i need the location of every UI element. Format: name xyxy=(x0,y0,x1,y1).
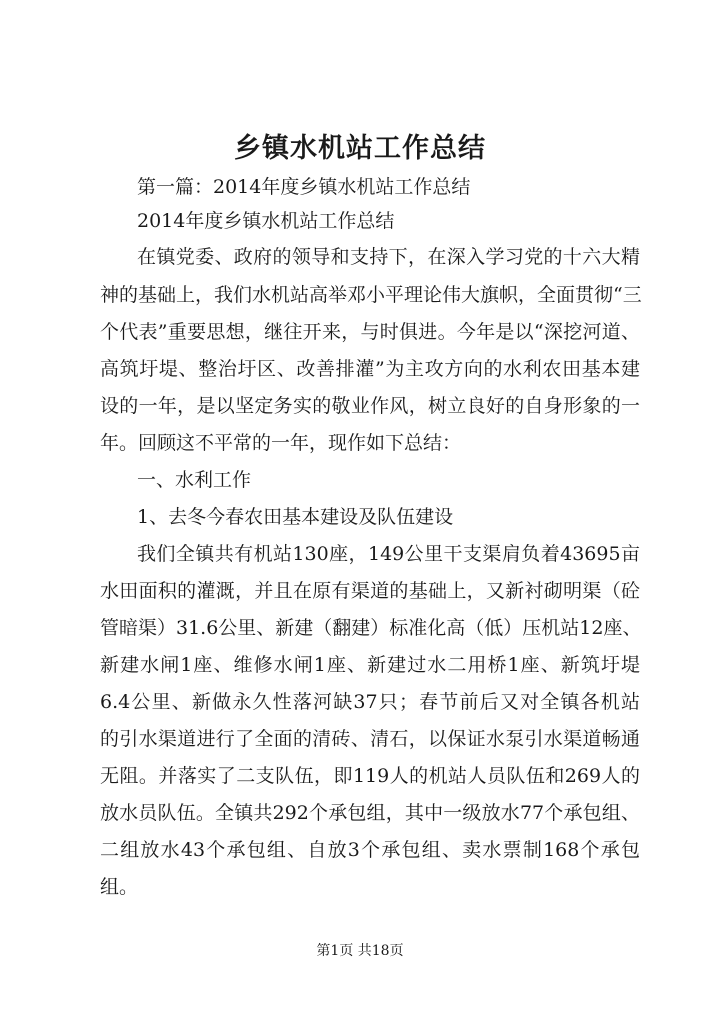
page-number: 第1页 共18页 xyxy=(316,943,404,959)
paragraph-line: 的引水渠道进行了全面的清砖、清石，以保证水泵引水渠道畅通 xyxy=(100,728,640,750)
paragraph-line: 无阻。并落实了二支队伍，即119人的机站人员队伍和269人的 xyxy=(100,765,640,787)
section-subtitle: 2014年度乡镇水机站工作总结 xyxy=(137,210,395,232)
paragraph-line: 设的一年，是以坚定务实的敬业作风，树立良好的自身形象的一 xyxy=(100,395,640,417)
paragraph-line: 高筑圩堤、整治圩区、改善排灌”为主攻方向的水利农田基本建 xyxy=(100,358,640,380)
paragraph-line: 管暗渠）31.6公里、新建（翻建）标准化高（低）压机站12座、 xyxy=(100,617,642,639)
paragraph-line: 新建水闸1座、维修水闸1座、新建过水二用桥1座、新筑圩堤 xyxy=(100,654,640,676)
paragraph-line: 二组放水43个承包组、自放3个承包组、卖水票制168个承包 xyxy=(100,839,640,861)
paragraph-line: 我们全镇共有机站130座，149公里干支渠肩负着43695亩 xyxy=(137,543,640,565)
paragraph-line: 组。 xyxy=(100,876,139,898)
section-heading: 一、水利工作 xyxy=(137,469,252,491)
paragraph-line: 水田面积的灌溉，并且在原有渠道的基础上，又新衬砌明渠（砼 xyxy=(100,580,640,602)
document-title: 乡镇水机站工作总结 xyxy=(234,133,486,164)
paragraph-line: 6.4公里、新做永久性落河缺37只；春节前后又对全镇各机站 xyxy=(100,691,640,713)
paragraph-line: 放水员队伍。全镇共292个承包组，其中一级放水77个承包组、 xyxy=(100,802,640,824)
subsection-heading: 1、去冬今春农田基本建设及队伍建设 xyxy=(137,506,454,528)
chapter-heading: 第一篇：2014年度乡镇水机站工作总结 xyxy=(137,176,471,198)
paragraph-line: 个代表”重要思想，继往开来，与时俱进。今年是以“深挖河道、 xyxy=(100,321,640,343)
paragraph-line: 年。回顾这不平常的一年，现作如下总结： xyxy=(100,432,462,454)
paragraph-line: 神的基础上，我们水机站高举邓小平理论伟大旗帜，全面贯彻“三 xyxy=(100,284,642,306)
paragraph-line: 在镇党委、政府的领导和支持下，在深入学习党的十六大精 xyxy=(137,246,640,268)
